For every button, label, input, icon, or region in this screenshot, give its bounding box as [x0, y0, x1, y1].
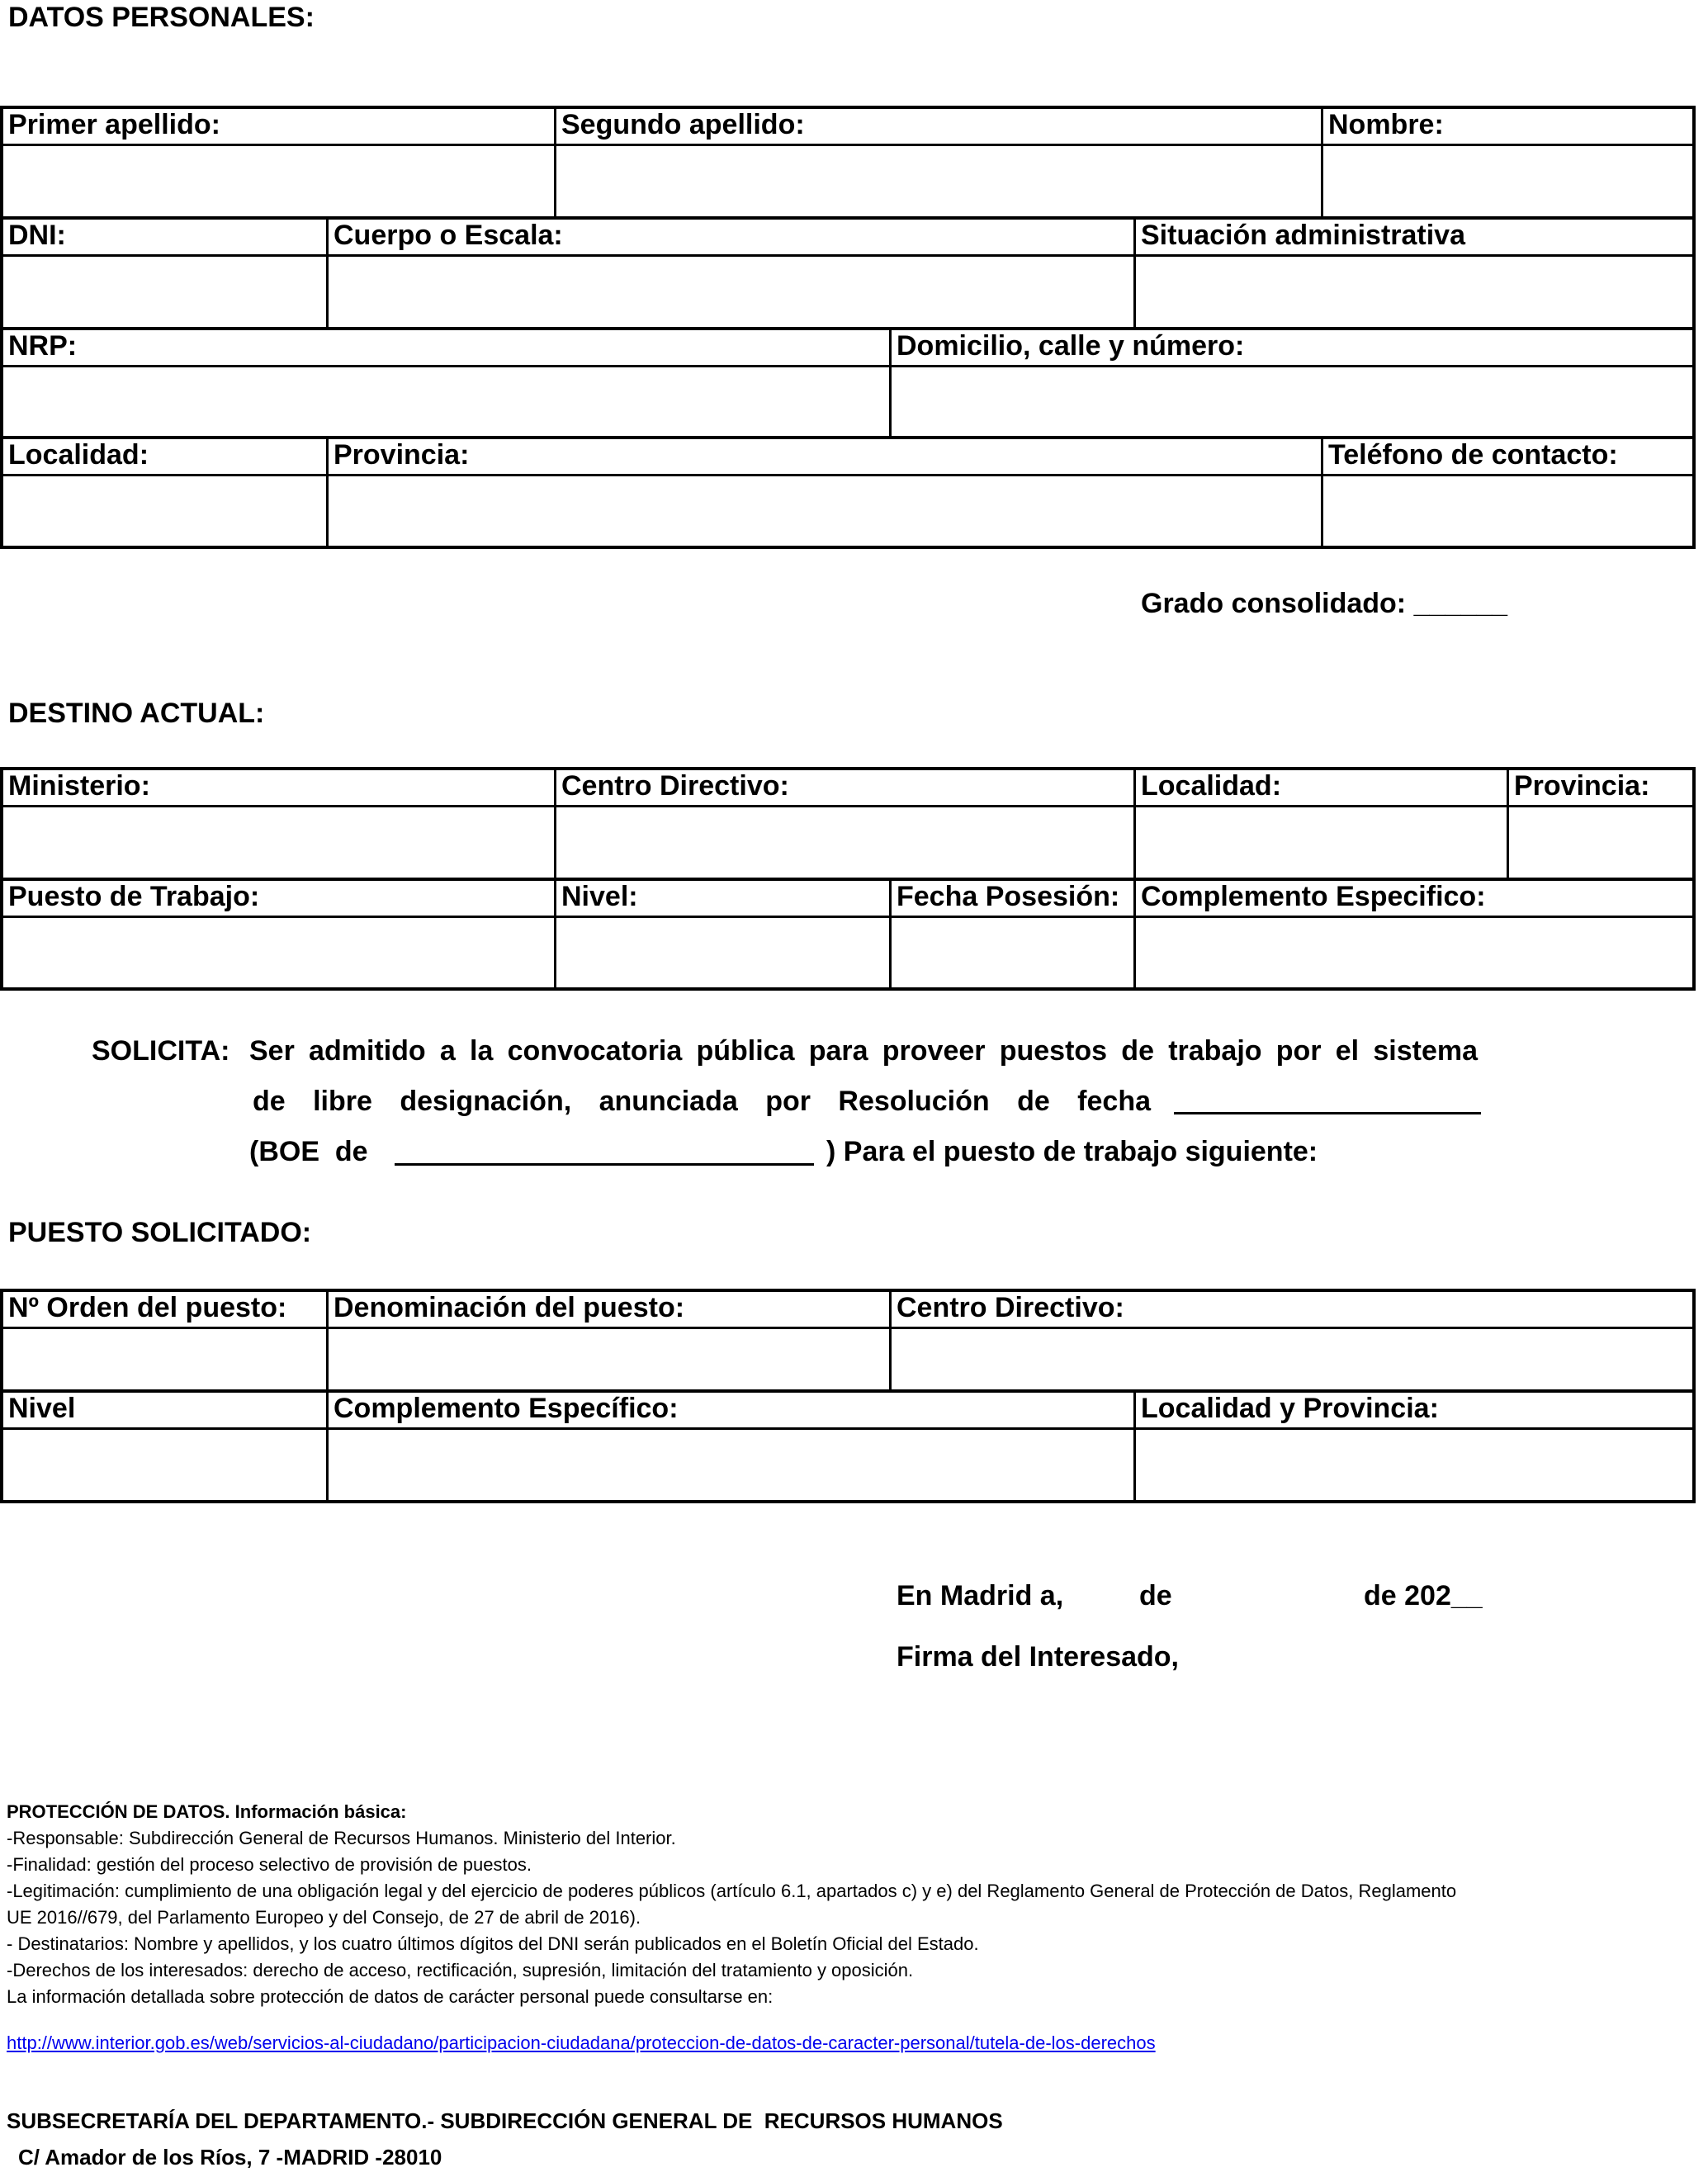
- section-title-destino-actual: DESTINO ACTUAL:: [8, 698, 265, 729]
- centro-directivo-field[interactable]: [556, 807, 1133, 878]
- provincia-field[interactable]: [329, 476, 1321, 546]
- proteccion-datos-link[interactable]: http://www.interior.gob.es/web/servicios-al-ciudadano/participacion-ciudadana/proteccion-de-datos-de-caracter-personal/tutela-de-los-derechos: [7, 2032, 1156, 2053]
- boe-label: (BOE de: [249, 1136, 368, 1167]
- solicita-word: Resolución: [838, 1086, 990, 1117]
- boe-blank[interactable]: [395, 1163, 814, 1166]
- label-puesto-trabajo: Puesto de Trabajo:: [8, 881, 260, 912]
- footer-address: C/ Amador de los Ríos, 7 -MADRID -28010: [18, 2145, 442, 2170]
- solicita-word: designación,: [400, 1086, 572, 1117]
- proteccion-line: -Legitimación: cumplimiento de una obligación legal y del ejercicio de poderes públicos (artículo 6.1, apartados c) y e) del Reglamento General de Protección de Datos, Reglamento: [7, 1881, 1457, 1901]
- nrp-field[interactable]: [3, 367, 889, 436]
- destino-provincia-field[interactable]: [1509, 807, 1692, 878]
- label-orden-puesto: Nº Orden del puesto:: [8, 1292, 287, 1323]
- fecha-posesion-field[interactable]: [892, 918, 1133, 987]
- cuerpo-escala-field[interactable]: [329, 257, 1133, 327]
- label-cuerpo-escala: Cuerpo o Escala:: [334, 220, 563, 251]
- nivel-field[interactable]: [556, 918, 889, 987]
- label-telefono: Teléfono de contacto:: [1328, 439, 1618, 471]
- solicitado-nivel-field[interactable]: [3, 1430, 326, 1500]
- solicita-word: anunciada: [599, 1086, 738, 1117]
- proteccion-line: La información detallada sobre protección de datos de carácter personal puede consultarse en:: [7, 1986, 774, 2007]
- solicita-line1: Ser admitido a la convocatoria pública para proveer puestos de trabajo por el sistema: [249, 1035, 1478, 1067]
- label-nombre: Nombre:: [1328, 109, 1444, 140]
- grado-consolidado: [1141, 588, 1507, 620]
- solicita-word: fecha: [1077, 1086, 1151, 1117]
- proteccion-line: -Derechos de los interesados: derecho de acceso, rectificación, supresión, limitación del tratamiento y oposición.: [7, 1960, 914, 1980]
- solicita-word: por: [765, 1086, 811, 1117]
- firma-interesado-label: Firma del Interesado,: [897, 1641, 1179, 1673]
- proteccion-line: -Finalidad: gestión del proceso selectivo de provisión de puestos.: [7, 1854, 532, 1875]
- solicitado-complemento-field[interactable]: [329, 1430, 1133, 1500]
- label-solicitado-centro-directivo: Centro Directivo:: [897, 1292, 1124, 1323]
- footer-subsecretaria: SUBSECRETARÍA DEL DEPARTAMENTO.- SUBDIRECCIÓN GENERAL DE RECURSOS HUMANOS: [7, 2108, 1003, 2133]
- grado-consolidado-label: Grado consolidado:: [1141, 588, 1407, 619]
- solicita-word: de: [253, 1086, 286, 1117]
- proteccion-line: - Destinatarios: Nombre y apellidos, y los cuatro últimos dígitos del DNI serán publicados en el Boletín Oficial del Estado.: [7, 1933, 979, 1954]
- label-nivel: Nivel:: [561, 881, 638, 912]
- puesto-trabajo-field[interactable]: [3, 918, 554, 987]
- label-situacion-administrativa: Situación administrativa: [1141, 220, 1465, 251]
- destino-localidad-field[interactable]: [1136, 807, 1507, 878]
- nombre-field[interactable]: [1323, 146, 1692, 216]
- label-destino-localidad: Localidad:: [1141, 770, 1282, 802]
- label-provincia: Provincia:: [334, 439, 470, 471]
- en-madrid-label: En Madrid a,: [897, 1580, 1064, 1611]
- label-ministerio: Ministerio:: [8, 770, 150, 802]
- proteccion-datos-title: PROTECCIÓN DE DATOS. Información básica:: [7, 1801, 407, 1822]
- section-title-datos-personales: DATOS PERSONALES:: [8, 2, 315, 33]
- solicita-line3-end: ) Para el puesto de trabajo siguiente:: [826, 1136, 1318, 1167]
- complemento-especifico-field[interactable]: [1136, 918, 1692, 987]
- label-denominacion-puesto: Denominación del puesto:: [334, 1292, 685, 1323]
- denominacion-puesto-field[interactable]: [329, 1329, 889, 1389]
- fecha-resolucion-blank[interactable]: [1174, 1112, 1481, 1114]
- label-destino-provincia: Provincia:: [1514, 770, 1650, 802]
- ministerio-field[interactable]: [3, 807, 554, 878]
- label-domicilio: Domicilio, calle y número:: [897, 330, 1245, 362]
- primer-apellido-field[interactable]: [3, 146, 554, 216]
- solicita-label: SOLICITA:: [92, 1035, 230, 1067]
- solicita-word: de: [1017, 1086, 1050, 1117]
- localidad-provincia-field[interactable]: [1136, 1430, 1692, 1500]
- telefono-field[interactable]: [1323, 476, 1692, 546]
- label-centro-directivo: Centro Directivo:: [561, 770, 789, 802]
- dni-field[interactable]: [3, 257, 326, 327]
- label-fecha-posesion: Fecha Posesión:: [897, 881, 1120, 912]
- label-dni: DNI:: [8, 220, 66, 251]
- proteccion-line: -Responsable: Subdirección General de Recursos Humanos. Ministerio del Interior.: [7, 1828, 676, 1848]
- segundo-apellido-field[interactable]: [556, 146, 1321, 216]
- label-nrp: NRP:: [8, 330, 78, 362]
- de-label-1: de: [1139, 1580, 1172, 1611]
- de-label-2: de 202__: [1364, 1580, 1483, 1611]
- label-localidad-provincia: Localidad y Provincia:: [1141, 1393, 1439, 1424]
- grado-consolidado-blank[interactable]: ______: [1413, 588, 1508, 619]
- label-segundo-apellido: Segundo apellido:: [561, 109, 805, 140]
- proteccion-line: UE 2016//679, del Parlamento Europeo y del Consejo, de 27 de abril de 2016).: [7, 1907, 641, 1928]
- solicita-line2: [253, 1086, 1151, 1118]
- localidad-field[interactable]: [3, 476, 326, 546]
- label-primer-apellido: Primer apellido:: [8, 109, 220, 140]
- section-title-puesto-solicitado: PUESTO SOLICITADO:: [8, 1217, 312, 1248]
- solicita-word: libre: [313, 1086, 372, 1117]
- label-localidad: Localidad:: [8, 439, 149, 471]
- orden-puesto-field[interactable]: [3, 1329, 326, 1389]
- label-solicitado-nivel: Nivel: [8, 1393, 76, 1424]
- domicilio-field[interactable]: [892, 367, 1692, 436]
- label-solicitado-complemento: Complemento Específico:: [334, 1393, 679, 1424]
- label-complemento-especifico: Complemento Especifico:: [1141, 881, 1486, 912]
- situacion-field[interactable]: [1136, 257, 1692, 327]
- solicitado-centro-field[interactable]: [892, 1329, 1692, 1389]
